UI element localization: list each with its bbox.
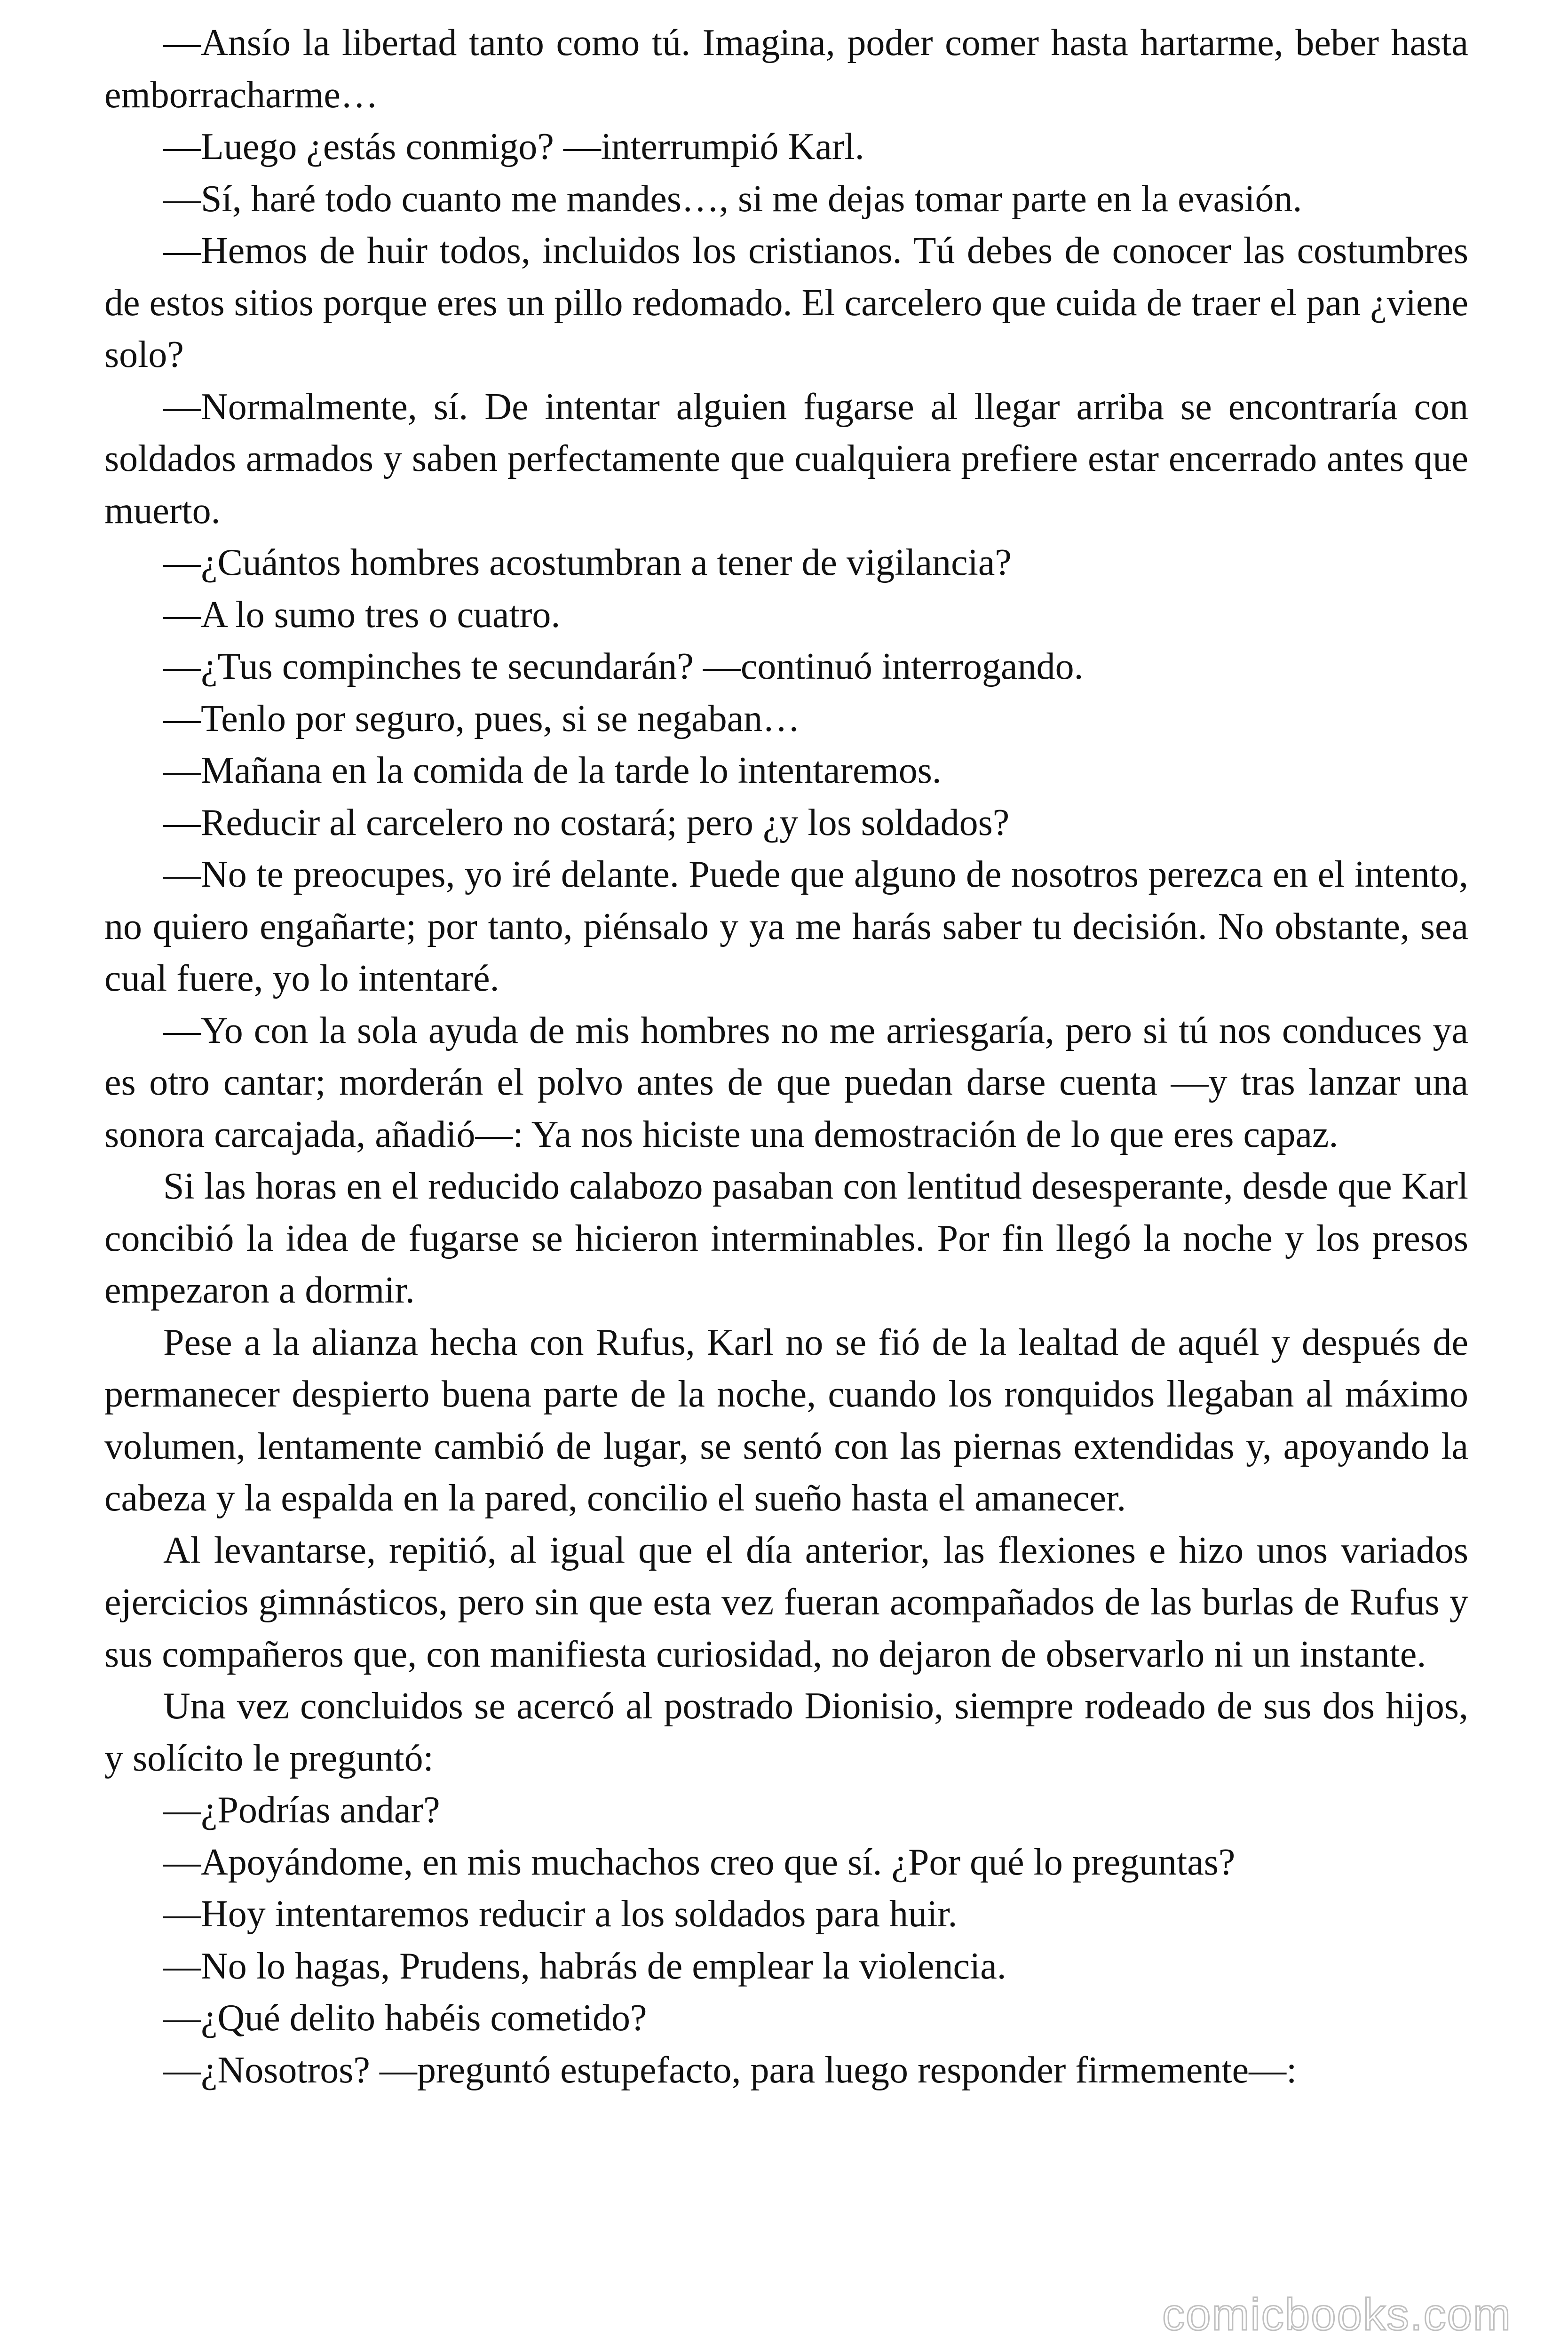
- paragraph: —¿Tus compinches te secundarán? —continuó interrogando.: [163, 646, 1084, 687]
- paragraph: Al levantarse, repitió, al igual que el día anterior, las flexiones e hizo unos variados ejercicios gimnásticos, pero sin que esta vez fueran acompañados de las burlas de Rufus y sus compañeros que, con manifiesta curiosidad, no dejaron de observarlo ni un instante.: [104, 1529, 1468, 1675]
- paragraph: —Luego ¿estás conmigo? —interrumpió Karl.: [163, 126, 864, 167]
- book-page-text: [104, 17, 1468, 2096]
- paragraph: —Ansío la libertad tanto como tú. Imagina, poder comer hasta hartarme, beber hasta emborracharme…: [104, 22, 1468, 116]
- paragraph: —Normalmente, sí. De intentar alguien fugarse al llegar arriba se encontraría con soldados armados y saben perfectamente que cualquiera prefiere estar encerrado antes que muerto.: [104, 386, 1468, 532]
- paragraph: Una vez concluidos se acercó al postrado Dionisio, siempre rodeado de sus dos hijos, y solícito le preguntó:: [104, 1685, 1468, 1779]
- paragraph: —¿Podrías andar?: [163, 1789, 440, 1831]
- paragraph: —¿Qué delito habéis cometido?: [163, 1997, 647, 2039]
- watermark: comicbooks.com: [1162, 2289, 1512, 2340]
- paragraph: —No lo hagas, Prudens, habrás de emplear la violencia.: [163, 1945, 1006, 1987]
- paragraph: —Sí, haré todo cuanto me mandes…, si me dejas tomar parte en la evasión.: [163, 178, 1302, 220]
- paragraph: —A lo sumo tres o cuatro.: [163, 594, 561, 636]
- paragraph: Si las horas en el reducido calabozo pasaban con lentitud desesperante, desde que Karl concibió la idea de fugarse se hicieron interminables. Por fin llegó la noche y los presos empezaron a dormir.: [104, 1166, 1468, 1311]
- paragraph: —Hemos de huir todos, incluidos los cristianos. Tú debes de conocer las costumbres de estos sitios porque eres un pillo redomado. El carcelero que cuida de traer el pan ¿viene solo?: [104, 230, 1468, 375]
- paragraph: —No te preocupes, yo iré delante. Puede que alguno de nosotros perezca en el intento, no quiero engañarte; por tanto, piénsalo y ya me harás saber tu decisión. No obstante, sea cual fuere, yo lo intentaré.: [104, 854, 1468, 999]
- paragraph: Pese a la alianza hecha con Rufus, Karl no se fió de la lealtad de aquél y después de permanecer despierto buena parte de la noche, cuando los ronquidos llegaban al máximo volumen, lentamente cambió de lugar, se sentó con las piernas extendidas y, apoyando la cabeza y la espalda en la pared, concilio el sueño hasta el amanecer.: [104, 1321, 1468, 1519]
- paragraph: —Hoy intentaremos reducir a los soldados para huir.: [163, 1893, 958, 1935]
- paragraph: —¿Nosotros? —preguntó estupefacto, para luego responder firmemente—:: [163, 2049, 1297, 2091]
- paragraph: —Apoyándome, en mis muchachos creo que sí. ¿Por qué lo preguntas?: [163, 1841, 1235, 1883]
- paragraph: —Mañana en la comida de la tarde lo intentaremos.: [163, 750, 942, 791]
- paragraph: —Tenlo por seguro, pues, si se negaban…: [163, 698, 800, 739]
- paragraph: —Reducir al carcelero no costará; pero ¿y los soldados?: [163, 802, 1010, 843]
- paragraph: —¿Cuántos hombres acostumbran a tener de vigilancia?: [163, 542, 1012, 583]
- paragraph: —Yo con la sola ayuda de mis hombres no me arriesgaría, pero si tú nos conduces ya es otro cantar; morderán el polvo antes de que puedan darse cuenta —y tras lanzar una sonora carcajada, añadió—: Ya nos hiciste una demostración de lo que eres capaz.: [104, 1009, 1468, 1155]
